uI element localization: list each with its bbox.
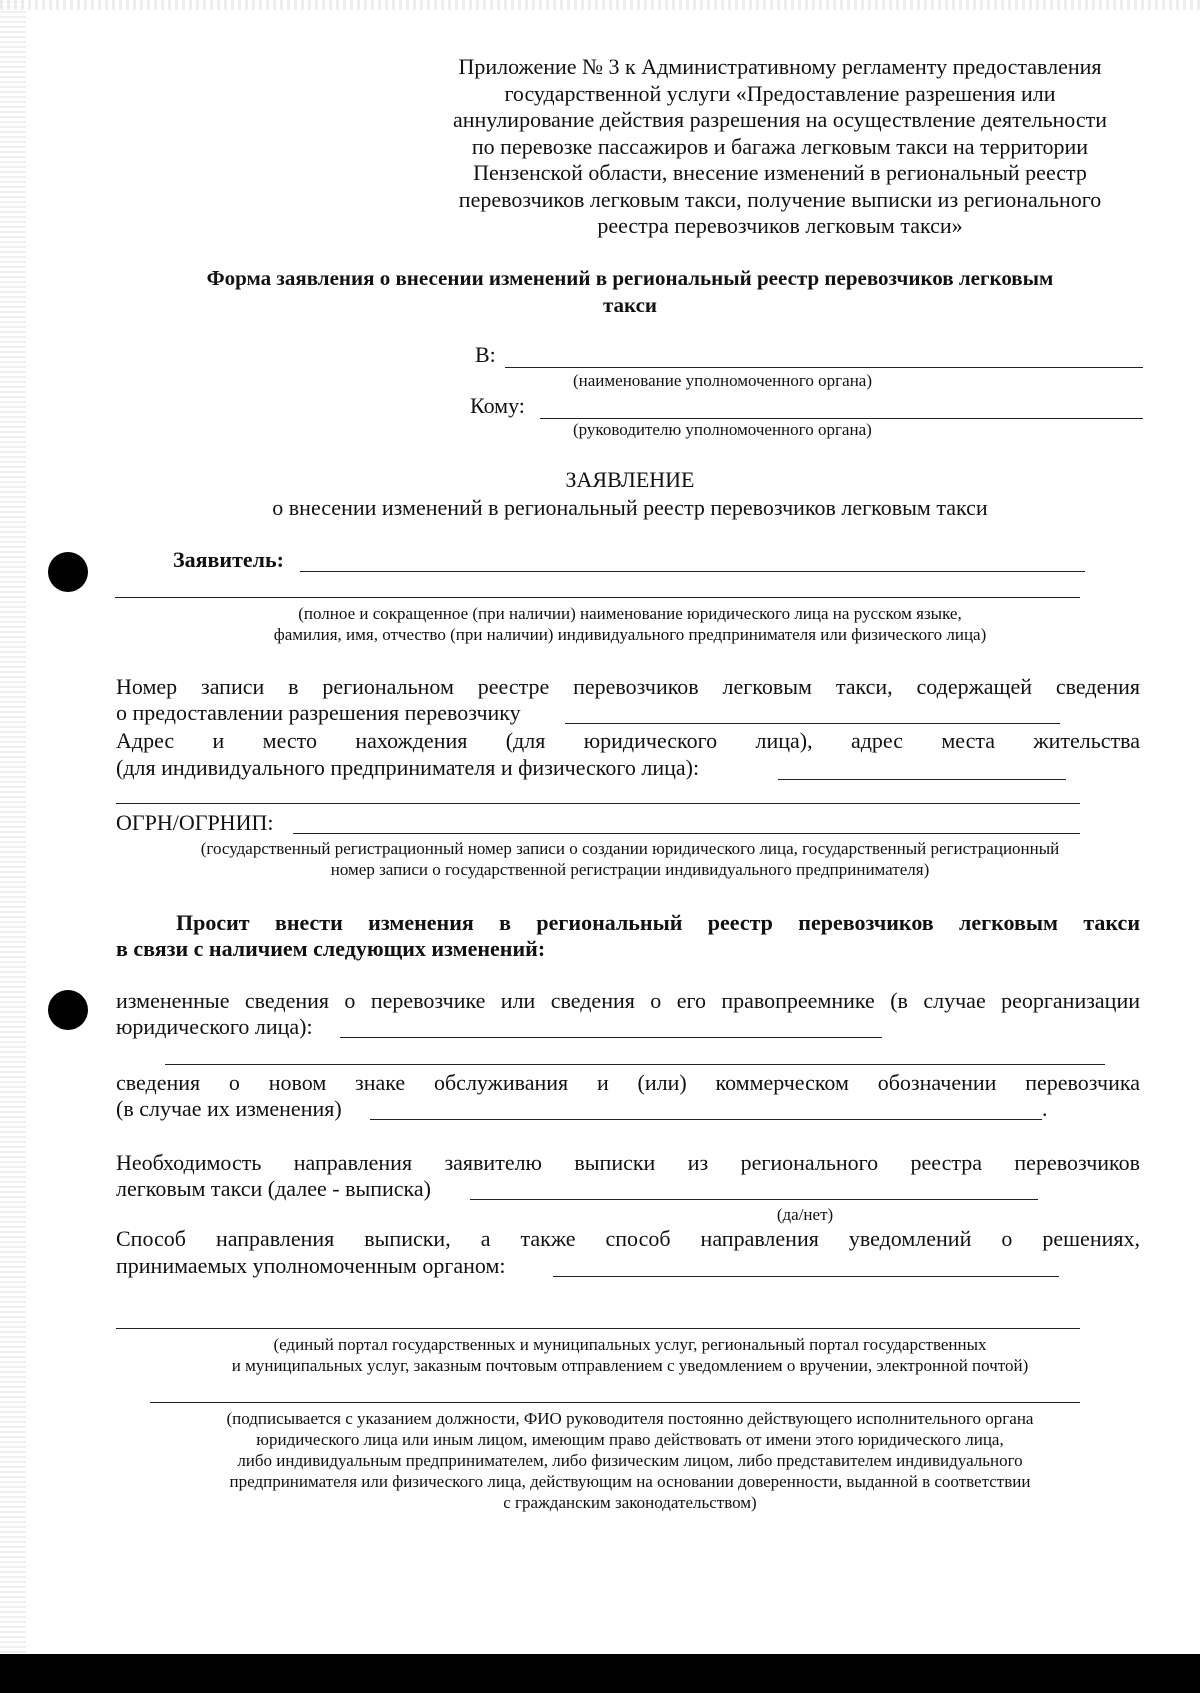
address-field-line2[interactable] (116, 803, 1080, 804)
changed-info-field-line2[interactable] (165, 1064, 1105, 1065)
service-mark-dot: . (1042, 1096, 1048, 1121)
whom-label: Кому: (470, 393, 525, 418)
delivery-caption-line2: и муниципальных услуг, заказным почтовым отправлением с уведомлением о вручении, электронной почтой) (231, 1356, 1029, 1375)
signature-caption-line: либо индивидуальным предпринимателем, либо физическим лицом, либо представителем индивидуального (237, 1451, 1023, 1470)
address-line2: (для индивидуального предпринимателя и физического лица): (116, 755, 700, 780)
appendix-line: аннулирование действия разрешения на осуществление деятельности (452, 107, 1108, 132)
delivery-method-field[interactable] (553, 1276, 1059, 1277)
applicant-caption-line1: (полное и сокращенное (при наличии) наименование юридического лица на русском языке, (298, 604, 962, 623)
applicant-field-line2[interactable] (115, 597, 1080, 598)
delivery-method-line1: Способ направления выписки, а также способ направления уведомлений о решениях, (116, 1226, 1140, 1251)
signature-caption-line: (подписывается с указанием должности, ФИО руководителя постоянно действующего исполнительного органа (226, 1409, 1034, 1428)
applicant-label: Заявитель: (173, 547, 284, 572)
changed-info-line2: юридического лица): (116, 1014, 313, 1039)
changed-info-field[interactable] (340, 1037, 882, 1038)
delivery-method-line2: принимаемых уполномоченным органом: (116, 1253, 506, 1278)
extract-need-caption: (да/нет) (776, 1205, 834, 1224)
signature-caption-line: с гражданским законодательством) (503, 1493, 757, 1512)
applicant-field[interactable] (300, 571, 1085, 572)
application-title: ЗАЯВЛЕНИЕ (565, 467, 695, 492)
extract-need-field[interactable] (470, 1199, 1038, 1200)
delivery-caption-line1: (единый портал государственных и муниципальных услуг, региональный портал государственных (273, 1335, 987, 1354)
request-line1: Просит внести изменения в региональный реестр перевозчиков легковым такси (176, 910, 1140, 935)
registry-record-line2: о предоставлении разрешения перевозчику (116, 700, 521, 725)
ogrn-field[interactable] (293, 833, 1080, 834)
signature-field[interactable] (150, 1402, 1080, 1403)
punch-hole-icon (48, 990, 88, 1030)
to-field[interactable] (505, 367, 1143, 368)
service-mark-line2: (в случае их изменения) (116, 1096, 342, 1121)
scan-edge-left (0, 0, 26, 1693)
changed-info-line1: измененные сведения о перевозчике или сведения о его правопреемнике (в случае реорганизации (116, 988, 1140, 1013)
request-line2: в связи с наличием следующих изменений: (116, 936, 546, 961)
registry-record-field[interactable] (565, 723, 1060, 724)
whom-caption: (руководителю уполномоченного органа) (573, 420, 872, 439)
appendix-line: Пензенской области, внесение изменений в региональный реестр (473, 160, 1087, 185)
ogrn-label: ОГРН/ОГРНИП: (116, 810, 274, 835)
delivery-method-field-line2[interactable] (116, 1328, 1080, 1329)
form-title-line1: Форма заявления о внесении изменений в региональный реестр перевозчиков легковым (206, 266, 1054, 290)
appendix-line: государственной услуги «Предоставление разрешения или (504, 80, 1056, 106)
scan-bottom-bar (0, 1654, 1200, 1693)
service-mark-line1: сведения о новом знаке обслуживания и (или) коммерческом обозначении перевозчика (116, 1070, 1140, 1095)
application-subtitle: о внесении изменений в региональный реестр перевозчиков легковым такси (272, 495, 988, 520)
address-field[interactable] (778, 779, 1066, 780)
to-caption: (наименование уполномоченного органа) (573, 371, 873, 390)
scan-edge-top (0, 0, 1200, 10)
form-title-line2: такси (602, 293, 658, 317)
registry-record-line1: Номер записи в региональном реестре перевозчиков легковым такси, содержащей сведения (116, 674, 1140, 699)
appendix-line: реестра перевозчиков легковым такси» (597, 213, 963, 238)
appendix-header (410, 54, 1150, 240)
to-label: В: (475, 342, 496, 367)
signature-caption-line: предпринимателя или физического лица, действующим на основании доверенности, выданной в соответствии (229, 1472, 1031, 1491)
address-line1: Адрес и место нахождения (для юридического лица), адрес места жительства (116, 728, 1140, 753)
extract-need-line1: Необходимость направления заявителю выписки из регионального реестра перевозчиков (116, 1150, 1140, 1175)
applicant-caption-line2: фамилия, имя, отчество (при наличии) индивидуального предпринимателя или физического лица) (273, 625, 987, 644)
extract-need-line2: легковым такси (далее - выписка) (116, 1176, 431, 1201)
appendix-line: Приложение № 3 к Административному регламенту предоставления (458, 54, 1102, 79)
appendix-line: по перевозке пассажиров и багажа легковым такси на территории (471, 133, 1089, 159)
signature-caption-line: юридического лица или иным лицом, имеющим право действовать от имени этого юридического лица, (256, 1430, 1004, 1449)
ogrn-caption-line1: (государственный регистрационный номер записи о создании юридического лица, государственный регистрационный (200, 839, 1060, 858)
ogrn-caption-line2: номер записи о государственной регистрации индивидуального предпринимателя) (330, 860, 930, 879)
punch-hole-icon (48, 552, 88, 592)
service-mark-field[interactable] (370, 1119, 1042, 1120)
appendix-line: перевозчиков легковым такси, получение выписки из регионального (458, 186, 1102, 212)
